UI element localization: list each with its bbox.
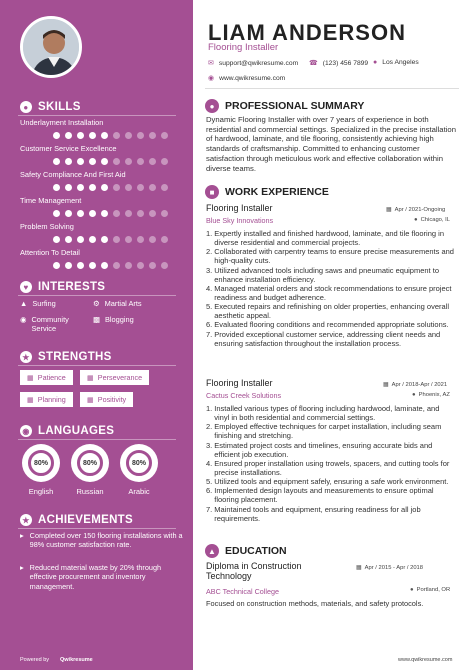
job-bullet bbox=[206, 330, 456, 348]
skill-name: Problem Solving bbox=[20, 222, 74, 231]
globe-icon: ◉ bbox=[208, 75, 215, 82]
rating-dot bbox=[89, 236, 96, 243]
rating-dot bbox=[101, 132, 108, 139]
rating-dot bbox=[101, 262, 108, 269]
rating-dot bbox=[137, 236, 144, 243]
language-label: English bbox=[28, 487, 54, 496]
rating-dot bbox=[149, 184, 156, 191]
skill-item bbox=[20, 248, 180, 269]
calendar-icon: ▦ bbox=[386, 207, 392, 213]
skill-name: Time Management bbox=[20, 196, 82, 205]
rating-dot bbox=[53, 132, 60, 139]
job-bullet bbox=[206, 302, 456, 320]
rating-dot bbox=[137, 184, 144, 191]
job-bullet bbox=[206, 477, 456, 486]
community-icon: ◉ bbox=[20, 315, 27, 324]
website[interactable]: ◉ www.qwikresume.com bbox=[208, 74, 286, 82]
interest-item: ◉ Community Service bbox=[20, 315, 69, 334]
job-bullet bbox=[206, 486, 456, 504]
skill-item bbox=[20, 170, 180, 191]
job-bullet bbox=[206, 247, 456, 265]
rating-dot bbox=[89, 262, 96, 269]
rating-dot bbox=[101, 210, 108, 217]
bullet-text: Estimated project costs and timelines, ensuring accurate bids and efficient job execution. bbox=[214, 440, 433, 459]
bullet-number: 5. bbox=[206, 477, 213, 487]
bullet-icon: ▸ bbox=[20, 563, 24, 572]
location-icon: ● bbox=[410, 587, 414, 593]
school: ABC Technical College bbox=[206, 587, 279, 596]
bullet-number: 7. bbox=[206, 504, 213, 514]
skill-rating bbox=[20, 236, 180, 243]
rating-dot bbox=[89, 132, 96, 139]
blogging-icon: ▩ bbox=[93, 315, 100, 324]
job-bullet bbox=[206, 505, 456, 523]
rating-dot bbox=[77, 132, 84, 139]
brand-logo[interactable]: Qwikresume bbox=[60, 657, 93, 663]
skill-name: Safety Compliance And First Aid bbox=[20, 170, 126, 179]
job-bullet bbox=[206, 422, 456, 440]
job-company: Cactus Creek Solutions bbox=[206, 391, 282, 400]
trophy-icon: ★ bbox=[20, 514, 32, 526]
strengths-icon: ★ bbox=[20, 351, 32, 363]
rating-dot bbox=[89, 184, 96, 191]
phone: ☎ (123) 456 7899 bbox=[309, 59, 369, 67]
summary-text: Dynamic Flooring Installer with over 7 years of experience in both residential and commercial settings. Specialized in the precise installation of hardwood, laminate, and tile flooring, consistently achieving high standards of craftsmanship. Committed to enhancing customer satisfaction through meticulous work and effective collaboration within diverse teams. bbox=[206, 115, 456, 173]
rating-dot bbox=[53, 184, 60, 191]
strength-tag: ▦ Perseverance bbox=[80, 370, 149, 385]
rating-dot bbox=[77, 236, 84, 243]
footer-site[interactable]: www.qwikresume.com bbox=[398, 657, 453, 663]
bullet-number: 6. bbox=[206, 486, 213, 496]
languages-heading: ◉ LANGUAGES bbox=[20, 425, 114, 437]
skills-heading: ● SKILLS bbox=[20, 101, 81, 113]
rating-dot bbox=[77, 184, 84, 191]
skill-name: Underlayment Installation bbox=[20, 118, 104, 127]
bullet-number: 3. bbox=[206, 440, 213, 450]
rating-dot bbox=[53, 236, 60, 243]
rating-dot bbox=[137, 210, 144, 217]
rating-dot bbox=[125, 132, 132, 139]
job-location: ● Chicago, IL bbox=[414, 217, 450, 223]
bullet-number: 1. bbox=[206, 229, 213, 238]
skill-name: Customer Service Excellence bbox=[20, 144, 117, 153]
job-bullets bbox=[206, 404, 456, 523]
bullet-number: 2. bbox=[206, 422, 213, 432]
interests-heading: ♥ INTERESTS bbox=[20, 281, 105, 293]
rating-dot bbox=[53, 210, 60, 217]
rating-dot bbox=[113, 210, 120, 217]
bullet-number: 4. bbox=[206, 458, 213, 468]
rating-dot bbox=[113, 262, 120, 269]
footer bbox=[0, 650, 474, 670]
job-bullet bbox=[206, 229, 456, 247]
interest-item: ▲ Surfing bbox=[20, 299, 56, 308]
rating-dot bbox=[101, 184, 108, 191]
email[interactable]: ✉ support@qwikresume.com bbox=[208, 59, 299, 67]
skill-rating bbox=[20, 132, 180, 139]
rating-dot bbox=[113, 132, 120, 139]
patience-icon: ▦ bbox=[27, 373, 34, 382]
location-icon: ● bbox=[414, 217, 418, 223]
rating-dot bbox=[113, 184, 120, 191]
rating-dot bbox=[65, 210, 72, 217]
bullet-number: 1. bbox=[206, 404, 213, 413]
skill-rating bbox=[20, 184, 180, 191]
skill-rating bbox=[20, 210, 180, 217]
rating-dot bbox=[125, 158, 132, 165]
skill-rating bbox=[20, 262, 180, 269]
bullet-text: Expertly installed and finished hardwood, laminate, and tile flooring in diverse residential and commercial projects. bbox=[214, 229, 444, 248]
rating-dot bbox=[125, 184, 132, 191]
languages-icon: ◉ bbox=[20, 425, 32, 437]
rating-dot bbox=[65, 236, 72, 243]
bullet-text: Implemented design layouts and measurements to ensure optimal flooring placement. bbox=[214, 486, 434, 505]
rating-dot bbox=[89, 158, 96, 165]
rating-dot bbox=[53, 158, 60, 165]
bullet-number: 4. bbox=[206, 283, 213, 293]
language-label: Russian bbox=[76, 487, 104, 496]
job-bullet bbox=[206, 320, 456, 329]
candidate-name: LIAM ANDERSON bbox=[208, 20, 406, 45]
bullet-icon: ▸ bbox=[20, 531, 24, 540]
heart-icon: ♥ bbox=[20, 281, 32, 293]
phone-icon: ☎ bbox=[309, 60, 318, 67]
candidate-title: Flooring Installer bbox=[208, 42, 279, 53]
bullet-text: Utilized advanced tools including saws and pneumatic equipment to enhance installation efficiency. bbox=[214, 265, 439, 284]
rating-dot bbox=[137, 132, 144, 139]
skill-item bbox=[20, 222, 180, 243]
divider bbox=[18, 365, 176, 366]
bullet-number: 2. bbox=[206, 247, 213, 257]
summary-heading: ● PROFESSIONAL SUMMARY bbox=[205, 99, 364, 113]
surfing-icon: ▲ bbox=[20, 299, 28, 308]
bullet-number: 7. bbox=[206, 329, 213, 339]
martial-arts-icon: ⚙ bbox=[93, 299, 100, 308]
rating-dot bbox=[113, 236, 120, 243]
achievement-item: ▸ Reduced material waste by 20% through effective procurement and inventory management. bbox=[20, 563, 162, 591]
positivity-icon: ▦ bbox=[87, 395, 94, 404]
language-label: Arabic bbox=[128, 487, 150, 496]
skill-item bbox=[20, 196, 180, 217]
rating-dot bbox=[125, 210, 132, 217]
job-bullet bbox=[206, 459, 456, 477]
divider bbox=[18, 115, 176, 116]
rating-dot bbox=[113, 158, 120, 165]
education-dates: ▦ Apr / 2015 - Apr / 2018 bbox=[356, 565, 424, 572]
rating-dot bbox=[89, 210, 96, 217]
rating-dot bbox=[125, 262, 132, 269]
rating-dot bbox=[161, 184, 168, 191]
bullet-number: 3. bbox=[206, 265, 213, 275]
rating-dot bbox=[161, 262, 168, 269]
language-ring: 80% bbox=[71, 444, 109, 482]
interest-item: ▩ Blogging bbox=[93, 315, 134, 324]
sidebar bbox=[0, 0, 193, 670]
degree: Diploma in Construction Technology bbox=[206, 561, 302, 582]
divider bbox=[18, 439, 176, 440]
job-title: Flooring Installer bbox=[206, 378, 273, 388]
divider bbox=[205, 88, 459, 89]
bullet-text: Executed repairs and refinishing on older properties, enhancing overall aesthetic appeal. bbox=[214, 302, 449, 321]
rating-dot bbox=[65, 132, 72, 139]
rating-dot bbox=[149, 158, 156, 165]
rating-dot bbox=[77, 158, 84, 165]
job-bullets bbox=[206, 229, 456, 348]
language-ring: 80% bbox=[120, 444, 158, 482]
bullet-text: Managed material orders and stock recommendations to ensure project readiness and budget adherence. bbox=[214, 283, 452, 302]
job-location: ● Phoenix, AZ bbox=[412, 392, 450, 398]
skill-name: Attention To Detail bbox=[20, 248, 80, 257]
rating-dot bbox=[149, 236, 156, 243]
strength-tag: ▦ Patience bbox=[20, 370, 73, 385]
rating-dot bbox=[137, 262, 144, 269]
bullet-text: Employed effective techniques for carpet installation, including seam finishing and stretching. bbox=[214, 422, 442, 441]
interest-item: ⚙ Martial Arts bbox=[93, 299, 142, 308]
rating-dot bbox=[161, 158, 168, 165]
job-bullet bbox=[206, 266, 456, 284]
rating-dot bbox=[137, 158, 144, 165]
perseverance-icon: ▦ bbox=[87, 373, 94, 382]
rating-dot bbox=[65, 158, 72, 165]
rating-dot bbox=[125, 236, 132, 243]
rating-dot bbox=[149, 210, 156, 217]
job-company: Blue Sky Innovations bbox=[206, 216, 274, 225]
bullet-text: Ensured proper installation using trowels, spacers, and cutting tools for precise installations. bbox=[214, 458, 450, 477]
calendar-icon: ▦ bbox=[383, 382, 389, 388]
skill-rating bbox=[20, 158, 180, 165]
profile-photo bbox=[20, 16, 82, 78]
bullet-text: Utilized tools and equipment safely, ensuring a safe work environment. bbox=[214, 477, 449, 487]
job-bullet bbox=[206, 284, 456, 302]
job-dates: ▦ Apr / 2018-Apr / 2021 bbox=[383, 381, 448, 388]
job-bullet bbox=[206, 441, 456, 459]
job-title: Flooring Installer bbox=[206, 203, 273, 213]
rating-dot bbox=[161, 132, 168, 139]
strength-tag: ▦ Positivity bbox=[80, 392, 133, 407]
rating-dot bbox=[53, 262, 60, 269]
briefcase-icon: ■ bbox=[205, 185, 219, 199]
bullet-number: 5. bbox=[206, 302, 213, 312]
rating-dot bbox=[65, 262, 72, 269]
rating-dot bbox=[161, 236, 168, 243]
divider bbox=[18, 528, 176, 529]
rating-dot bbox=[161, 210, 168, 217]
email-icon: ✉ bbox=[208, 60, 214, 67]
language-ring: 80% bbox=[22, 444, 60, 482]
rating-dot bbox=[149, 132, 156, 139]
skill-item bbox=[20, 118, 180, 139]
location-icon: ● bbox=[412, 392, 416, 398]
user-icon: ● bbox=[205, 99, 219, 113]
education-location: ● Portland, OR bbox=[410, 587, 451, 593]
location: ● Los Angeles bbox=[373, 59, 419, 66]
bullet-text: Evaluated flooring conditions and recommended appropriate solutions. bbox=[214, 320, 449, 330]
bullet-text: Installed various types of flooring including hardwood, laminate, and vinyl in both residential and commercial settings. bbox=[214, 404, 440, 423]
location-icon: ● bbox=[373, 59, 378, 66]
graduation-icon: ▲ bbox=[205, 544, 219, 558]
rating-dot bbox=[77, 210, 84, 217]
bullet-number: 6. bbox=[206, 320, 213, 330]
achievement-item: ▸ Completed over 150 flooring installations with a 98% customer satisfaction rate. bbox=[20, 531, 183, 550]
planning-icon: ▦ bbox=[27, 395, 34, 404]
bullet-text: Maintained tools and equipment, ensuring readiness for all job requirements. bbox=[214, 504, 421, 523]
rating-dot bbox=[65, 184, 72, 191]
rating-dot bbox=[149, 262, 156, 269]
bullet-text: Provided exceptional customer service, addressing client needs and ensuring satisfaction throughout the installation process. bbox=[214, 329, 441, 348]
calendar-icon: ▦ bbox=[356, 565, 362, 571]
rating-dot bbox=[101, 236, 108, 243]
rating-dot bbox=[77, 262, 84, 269]
skills-icon: ● bbox=[20, 101, 32, 113]
job-bullet bbox=[206, 404, 456, 422]
skill-item bbox=[20, 144, 180, 165]
bullet-text: Collaborated with carpentry teams to ensure precise measurements and high-quality cuts. bbox=[214, 247, 454, 266]
education-heading: ▲ EDUCATION bbox=[205, 544, 287, 558]
achievements-heading: ★ ACHIEVEMENTS bbox=[20, 514, 133, 526]
experience-heading: ■ WORK EXPERIENCE bbox=[205, 185, 329, 199]
powered-by: Powered by bbox=[20, 657, 50, 663]
strength-tag: ▦ Planning bbox=[20, 392, 73, 407]
education-desc: Focused on construction methods, materials, and safety protocols. bbox=[206, 599, 424, 608]
divider bbox=[18, 295, 176, 296]
job-dates: ▦ Apr / 2021-Ongoing bbox=[386, 206, 446, 213]
strengths-heading: ★ STRENGTHS bbox=[20, 351, 112, 363]
rating-dot bbox=[101, 158, 108, 165]
